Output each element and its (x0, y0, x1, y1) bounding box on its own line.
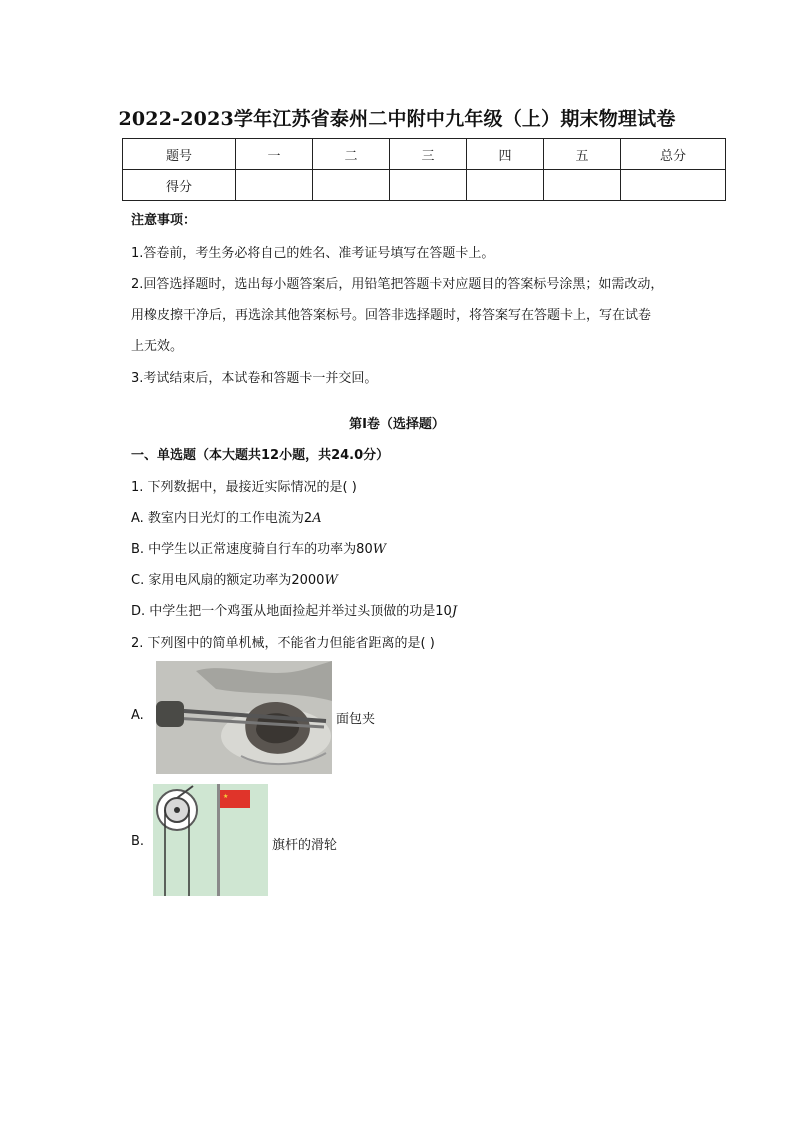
option-label[interactable]: B. (131, 834, 145, 849)
score-header-cell: 一 (236, 139, 313, 170)
option-unit: W (324, 573, 338, 588)
option-label[interactable]: A. (131, 708, 144, 723)
flagpole-pulley-image (153, 784, 268, 896)
score-header-cell: 题号 (123, 139, 236, 170)
score-table (122, 138, 726, 201)
question-option[interactable] (131, 569, 338, 588)
svg-text:★: ★ (223, 793, 229, 800)
score-table-header-row (123, 139, 726, 170)
question-stem: 2. 下列图中的简单机械，不能省力但能省距离的是( ) (131, 636, 435, 651)
score-cell[interactable] (390, 170, 467, 201)
bread-tongs-image (156, 661, 332, 774)
score-header-cell: 四 (467, 139, 544, 170)
notice-line: 2.回答选择题时，选出每小题答案后，用铅笔把答题卡对应题目的答案标号涂黑；如需改动， (131, 277, 664, 292)
option-unit: W (372, 542, 387, 557)
option-text: A. 教室内日光灯的工作电流为2 (131, 511, 313, 526)
question-option[interactable] (131, 507, 322, 526)
score-header-cell: 总分 (621, 139, 726, 170)
score-row-label: 得分 (123, 170, 236, 201)
notice-line: 3.考试结束后，本试卷和答题卡一并交回。 (131, 371, 378, 386)
notice-line: 上无效。 (131, 339, 184, 354)
score-cell[interactable] (236, 170, 313, 201)
question-stem: 1. 下列数据中，最接近实际情况的是( ) (131, 480, 357, 495)
notice-line: 用橡皮擦干净后，再选涂其他答案标号。回答非选择题时，将答案写在答题卡上，写在试卷 (131, 308, 652, 323)
question-option[interactable] (131, 600, 457, 619)
score-header-cell: 五 (544, 139, 621, 170)
page-title: 2022-2023学年江苏省泰州二中附中九年级（上）期末物理试卷 (118, 108, 676, 130)
option-caption: 面包夹 (336, 712, 376, 727)
option-caption: 旗杆的滑轮 (272, 838, 338, 853)
part-title: 一、单选题（本大题共12小题，共24.0分） (131, 448, 390, 463)
option-text: B. 中学生以正常速度骑自行车的功率为80 (131, 542, 373, 557)
score-cell[interactable] (544, 170, 621, 201)
question-option[interactable] (131, 538, 386, 557)
option-unit: J (451, 604, 458, 619)
score-cell[interactable] (621, 170, 726, 201)
section-title: 第I卷（选择题） (349, 417, 445, 432)
score-cell[interactable] (313, 170, 390, 201)
score-cell[interactable] (467, 170, 544, 201)
option-text: D. 中学生把一个鸡蛋从地面捡起并举过头顶做的功是10 (131, 604, 452, 619)
option-text: C. 家用电风扇的额定功率为2000 (131, 573, 325, 588)
notice-heading: 注意事项： (131, 213, 197, 228)
option-unit: A (312, 511, 322, 526)
score-header-cell: 二 (313, 139, 390, 170)
notice-line: 1.答卷前，考生务必将自己的姓名、准考证号填写在答题卡上。 (131, 246, 495, 261)
score-table-score-row (123, 170, 726, 201)
score-header-cell: 三 (390, 139, 467, 170)
